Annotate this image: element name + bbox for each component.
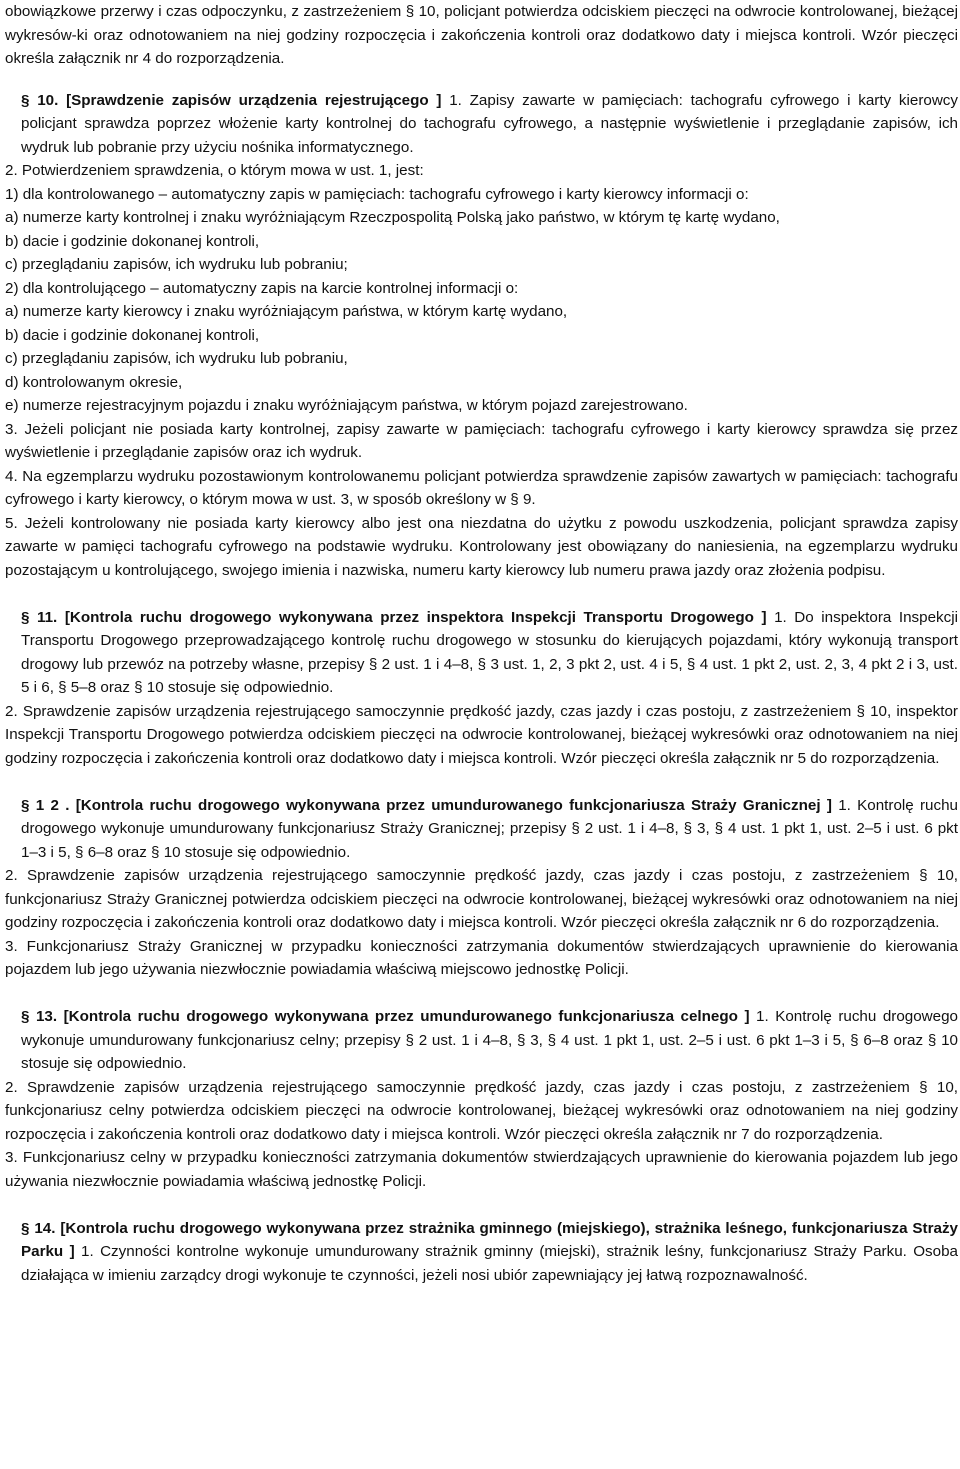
section-14 <box>5 1217 958 1288</box>
section-number: § 14. <box>21 1219 56 1237</box>
section-paragraph: c) przeglądaniu zapisów, ich wydruku lub pobraniu, <box>5 350 348 367</box>
section-heading <box>5 89 958 160</box>
section-10 <box>5 89 958 583</box>
section-gap <box>5 71 958 89</box>
section-heading <box>5 606 958 700</box>
section-paragraph: c) przeglądaniu zapisów, ich wydruku lub pobraniu; <box>5 256 348 273</box>
section-gap <box>5 1193 958 1217</box>
section-paragraph: 3. Funkcjonariusz Straży Granicznej w przypadku konieczności zatrzymania dokumentów stwierdzających uprawnienie do kierowania pojazdem lub jego używania niezwłocznie powiadamia właściwą miejscowo jednostkę Policji. <box>5 937 958 978</box>
section-paragraph: 2. Sprawdzenie zapisów urządzenia rejestrującego samoczynnie prędkość jazdy, czas jazdy i czas postoju, z zastrzeżeniem § 10, funkcjonariusz celny potwierdza odciskiem pieczęci na odwrocie kontrolowanej, bieżącej wykresówki oraz odnotowaniem na niej godziny rozpoczęcia i zakończenia kontroli oraz dodatkowo daty i miejsca kontroli. Wzór pieczęci określa załącznik nr 7 do rozporządzenia. <box>5 1078 958 1143</box>
section-title: [Kontrola ruchu drogowego wykonywana przez inspektora Inspekcji Transportu Drogowego ] <box>64 608 767 626</box>
section-gap <box>5 982 958 1006</box>
section-number: § 13. <box>21 1008 58 1025</box>
section-11 <box>5 606 958 771</box>
section-paragraph: 3. Funkcjonariusz celny w przypadku konieczności zatrzymania dokumentów stwierdzających uprawnienie do kierowania pojazdem lub jego używania niezwłocznie powiadamia właściwą jednostkę Policji. <box>5 1149 958 1190</box>
section-paragraph: b) dacie i godzinie dokonanej kontroli, <box>5 232 260 250</box>
section-lead: 1. Czynności kontrolne wykonuje umundurowany strażnik gminny (miejski), strażnik leśny, funkcjonariusz Straży Parku. Osoba działająca w imieniu zarządcy drogi wykonuje te czynności, jeżeli nosi ubiór zapewniający jej łatwą rozpoznawalność. <box>21 1243 958 1284</box>
section-lead: 1. Kontrolę ruchu drogowego wykonuje umundurowany funkcjonariusz celny; przepisy § 2 ust. 1 i 4–8, § 3, § 4 ust. 1 pkt 1, ust. 2–5 i ust. 6 pkt 1–3 i 5, § 6–8 oraz § 10 stosuje się odpowiednio. <box>21 1008 958 1072</box>
section-paragraph: 2) dla kontrolującego – automatyczny zapis na karcie kontrolnej informacji o: <box>5 279 519 297</box>
section-gap <box>5 582 958 606</box>
section-paragraph: 5. Jeżeli kontrolowany nie posiada karty kierowcy albo jest ona niezdatna do użytku z powodu uszkodzenia, policjant sprawdza zapisy zawarte w pamięci tachografu cyfrowego na podstawie wydruku. Kontrolowany jest obowiązany do naniesienia, na egzemplarzu wydruku pozostającym u kontrolującego, swojego imienia i nazwiska, numeru karty kierowcy lub numeru prawa jazdy oraz złożenia podpisu. <box>5 514 958 579</box>
section-title: [Kontrola ruchu drogowego wykonywana przez umundurowanego funkcjonariusza celnego ] <box>63 1008 750 1025</box>
section-heading <box>5 1005 958 1076</box>
section-paragraph: 1) dla kontrolowanego – automatyczny zapis w pamięciach: tachografu cyfrowego i karty kierowcy informacji o: <box>5 185 749 203</box>
section-title: [Kontrola ruchu drogowego wykonywana przez strażnika gminnego (miejskiego), strażnika leśnego, funkcjonariusza Straży Parku ] <box>21 1219 958 1260</box>
section-number: § 11. <box>21 608 58 626</box>
section-paragraph: a) numerze karty kierowcy i znaku wyróżniającym państwa, w którym kartę wydano, <box>5 303 568 320</box>
section-paragraph: d) kontrolowanym okresie, <box>5 373 183 391</box>
continuation-paragraph: obowiązkowe przerwy i czas odpoczynku, z zastrzeżeniem § 10, policjant potwierdza odciskiem pieczęci na odwrocie kontrolowanej, bieżącej wykresów-ki oraz odnotowaniem na niej godziny rozpoczęcia i zakończenia kontroli oraz dodatkowo daty i miejsca kontroli. Wzór pieczęci określa załącznik nr 4 do rozporządzenia. <box>5 3 958 67</box>
section-paragraph: 2. Sprawdzenie zapisów urządzenia rejestrującego samoczynnie prędkość jazdy, czas jazdy i czas postoju, z zastrzeżeniem § 10, inspektor Inspekcji Transportu Drogowego potwierdza odciskiem pieczęci na odwrocie kontrolowanej, bieżącej wykresówki oraz odnotowaniem na niej godziny rozpoczęcia i zakończenia kontroli oraz dodatkowo daty i miejsca kontroli. Wzór pieczęci określa załącznik nr 5 do rozporządzenia. <box>5 702 958 767</box>
section-lead: 1. Zapisy zawarte w pamięciach: tachografu cyfrowego i karty kierowcy policjant sprawdza poprzez włożenie karty kontrolnej do tachografu cyfrowego, a następnie wyświetlenie i przeglądanie zapisów, ich wydruk lub pobranie przy użyciu nośnika informatycznego. <box>21 91 958 156</box>
section-paragraph: 3. Jeżeli policjant nie posiada karty kontrolnej, zapisy zawarte w pamięciach: tachografu cyfrowego i karty kierowcy sprawdza się przez wyświetlenie i przeglądanie zapisów oraz ich wydruk. <box>5 420 958 461</box>
section-number: § 10. <box>21 91 59 109</box>
section-paragraph: b) dacie i godzinie dokonanej kontroli, <box>5 326 260 344</box>
section-paragraph: 4. Na egzemplarzu wydruku pozostawionym kontrolowanemu policjant potwierdza sprawdzenie zapisów zawartych w pamięciach: tachografu cyfrowego i karty kierowcy, o którym mowa w ust. 3, w sposób określony w § 9. <box>5 467 958 508</box>
section-12 <box>5 794 958 982</box>
section-title: [Kontrola ruchu drogowego wykonywana przez umundurowanego funkcjonariusza Straży Granicznej ] <box>75 796 832 814</box>
section-title: [Sprawdzenie zapisów urządzenia rejestrującego ] <box>66 91 442 109</box>
section-paragraph: e) numerze rejestracyjnym pojazdu i znaku wyróżniającym państwa, w którym pojazd zarejestrowano. <box>5 397 688 414</box>
section-heading <box>5 1217 958 1288</box>
section-paragraph: 2. Potwierdzeniem sprawdzenia, o którym mowa w ust. 1, jest: <box>5 162 424 179</box>
section-paragraph: 2. Sprawdzenie zapisów urządzenia rejestrującego samoczynnie prędkość jazdy, czas jazdy i czas postoju, z zastrzeżeniem § 10, funkcjonariusz Straży Granicznej potwierdza odciskiem pieczęci na odwrocie kontrolowanej, bieżącej wykresówki oraz odnotowaniem na niej godziny rozpoczęcia i zakończenia kontroli oraz dodatkowo daty i miejsca kontroli. Wzór pieczęci określa załącznik nr 6 do rozporządzenia. <box>5 867 958 931</box>
section-13 <box>5 1005 958 1193</box>
section-lead: 1. Do inspektora Inspekcji Transportu Drogowego przeprowadzającego kontrolę ruchu drogowego w stosunku do kierujących pojazdami, który wykonują transport drogowy lub przewóz na potrzeby własne, przepisy § 2 ust. 1 i 4–8, § 3 ust. 1, 2, 3 pkt 2, ust. 4 i 5, § 4 ust. 1 pkt 2, ust. 2, 3, 4 pkt 2 i 3, ust. 5 i 6, § 5–8 oraz § 10 stosuje się odpowiednio. <box>21 608 958 696</box>
section-paragraph: a) numerze karty kontrolnej i znaku wyróżniającym Rzeczpospolitą Polską jako państwo, w którym tę kartę wydano, <box>5 209 780 226</box>
section-gap <box>5 770 958 794</box>
section-lead: 1. Kontrolę ruchu drogowego wykonuje umundurowany funkcjonariusz Straży Granicznej; przepisy § 2 ust. 1 i 4–8, § 3, § 4 ust. 1 pkt 1, ust. 2–5 i ust. 6 pkt 1–3 i 5, § 6–8 oraz § 10 stosuje się odpowiednio. <box>21 796 958 861</box>
section-number: § 1 2 . <box>21 796 70 814</box>
section-heading <box>5 794 958 865</box>
